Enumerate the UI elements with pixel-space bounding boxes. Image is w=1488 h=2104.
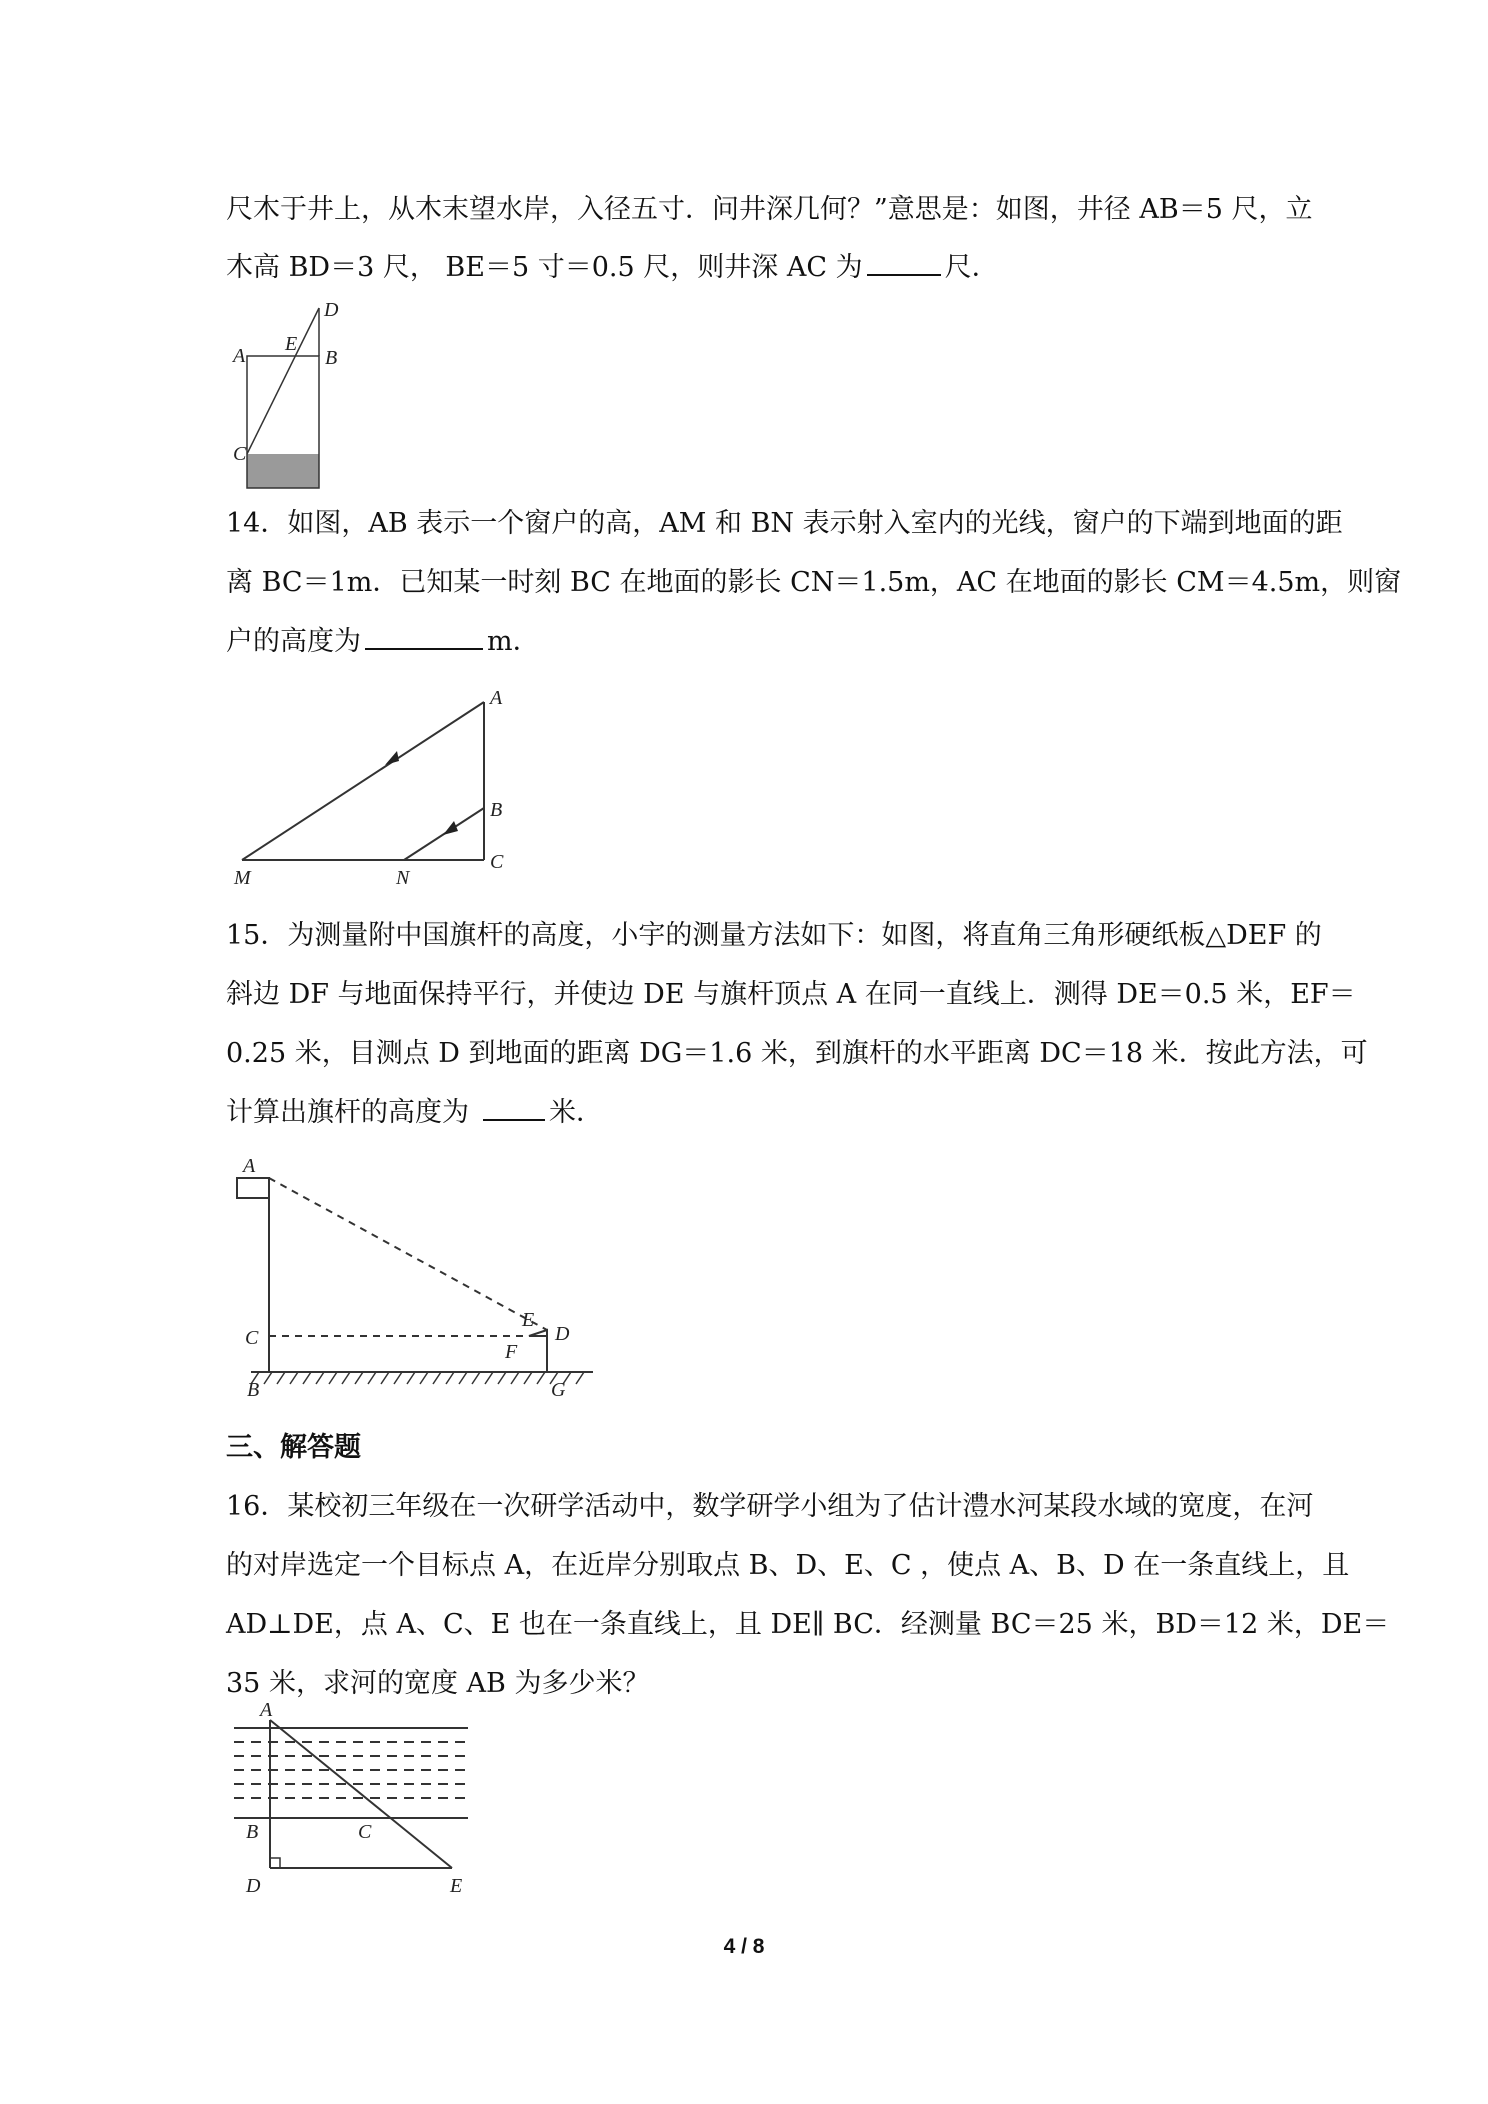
- q14-window-figure: [228, 688, 528, 888]
- q14-arrow-am: [385, 751, 399, 765]
- q16-label-e: E: [450, 1875, 463, 1897]
- q14-text-line3: [226, 622, 540, 662]
- q13-text-line2: [226, 248, 999, 288]
- q15-label-d: D: [555, 1323, 570, 1345]
- q13-text-line2-end: 尺．: [944, 252, 999, 283]
- q16-text-line2: 的对岸选定一个目标点 A，在近岸分别取点 B、D、E、C ，使点 A、B、D 在一条直线上，且: [226, 1550, 1350, 1581]
- q14-label-m: M: [234, 867, 251, 889]
- q15-sight-line: [269, 1178, 547, 1330]
- page-number: 4 / 8: [723, 1935, 765, 1958]
- q13-label-a: A: [233, 345, 246, 367]
- q13-well-figure: [225, 298, 350, 498]
- q13-label-c: C: [233, 443, 247, 465]
- q16-label-c: C: [358, 1821, 372, 1843]
- q13-text-line1: 尺木于井上，从木末望水岸，入径五寸．问井深几何？”意思是：如图，井径 AB＝5 尺，立: [226, 194, 1313, 225]
- q15-label-f: F: [505, 1341, 518, 1363]
- q16-text-line1: 16．某校初三年级在一次研学活动中，数学研学小组为了估计澧水河某段水域的宽度，在河: [226, 1491, 1314, 1522]
- q15-label-a: A: [243, 1155, 256, 1177]
- q14-text-line3-end: m．: [487, 626, 540, 657]
- q13-answer-blank[interactable]: [867, 250, 941, 276]
- q16-label-b: B: [246, 1821, 259, 1843]
- q15-text-line4-start: 计算出旗杆的高度为: [226, 1097, 469, 1128]
- q16-river-figure: [230, 1700, 490, 1900]
- q13-label-e: E: [285, 333, 298, 355]
- q14-text-line1: 14．如图，AB 表示一个窗户的高，AM 和 BN 表示射入室内的光线，窗户的下端到地面的距: [226, 508, 1343, 539]
- q15-label-b: B: [247, 1379, 260, 1401]
- q14-label-b: B: [490, 799, 503, 821]
- q13-label-b: B: [325, 347, 338, 369]
- q14-ray-am: [242, 702, 484, 860]
- q15-ground-hatching: [251, 1372, 584, 1384]
- q14-arrow-bn: [443, 821, 458, 835]
- q15-text-line1: 15．为测量附中国旗杆的高度，小宇的测量方法如下：如图，将直角三角形硬纸板△DEF 的: [226, 920, 1322, 951]
- q14-answer-blank[interactable]: [365, 624, 483, 650]
- section3-heading: 三、解答题: [226, 1432, 361, 1463]
- q13-sight-line: [247, 308, 319, 454]
- q16-text-line3: AD⊥DE，点 A、C、E 也在一条直线上，且 DE∥ BC．经测量 BC＝25 米，BD＝12 米，DE＝: [226, 1609, 1390, 1640]
- q15-flag: [237, 1178, 269, 1198]
- q15-answer-blank[interactable]: [483, 1095, 545, 1121]
- q15-text-line3: 0.25 米，目测点 D 到地面的距离 DG＝1.6 米，到旗杆的水平距离 DC＝18 米．按此方法，可: [226, 1038, 1368, 1069]
- q14-label-c: C: [490, 851, 504, 873]
- q15-text-line4: [226, 1093, 603, 1133]
- q15-flagpole-figure: [225, 1156, 605, 1406]
- q16-label-a: A: [260, 1699, 273, 1721]
- q15-label-c: C: [245, 1327, 259, 1349]
- q16-label-d: D: [246, 1875, 261, 1897]
- q14-label-n: N: [396, 867, 410, 889]
- q14-text-line2: 离 BC＝1m．已知某一时刻 BC 在地面的影长 CN＝1.5m，AC 在地面的影长 CM＝4.5m，则窗: [226, 567, 1402, 598]
- q15-label-g: G: [551, 1379, 566, 1401]
- q15-text-line2: 斜边 DF 与地面保持平行，并使边 DE 与旗杆顶点 A 在同一直线上．测得 DE＝0.5 米，EF＝: [226, 979, 1356, 1010]
- q13-text-line2-start: 木高 BD＝3 尺， BE＝5 寸＝0.5 尺，则井深 AC 为: [226, 252, 863, 283]
- q16-text-line4: 35 米，求河的宽度 AB 为多少米？: [226, 1668, 650, 1699]
- q15-text-line4-end: 米．: [549, 1097, 603, 1128]
- q15-label-e: E: [522, 1309, 535, 1331]
- q13-label-d: D: [324, 299, 339, 321]
- q14-text-line3-start: 户的高度为: [226, 626, 361, 657]
- q14-label-a: A: [490, 687, 503, 709]
- q16-right-angle-mark: [270, 1858, 280, 1868]
- q13-water: [247, 454, 319, 488]
